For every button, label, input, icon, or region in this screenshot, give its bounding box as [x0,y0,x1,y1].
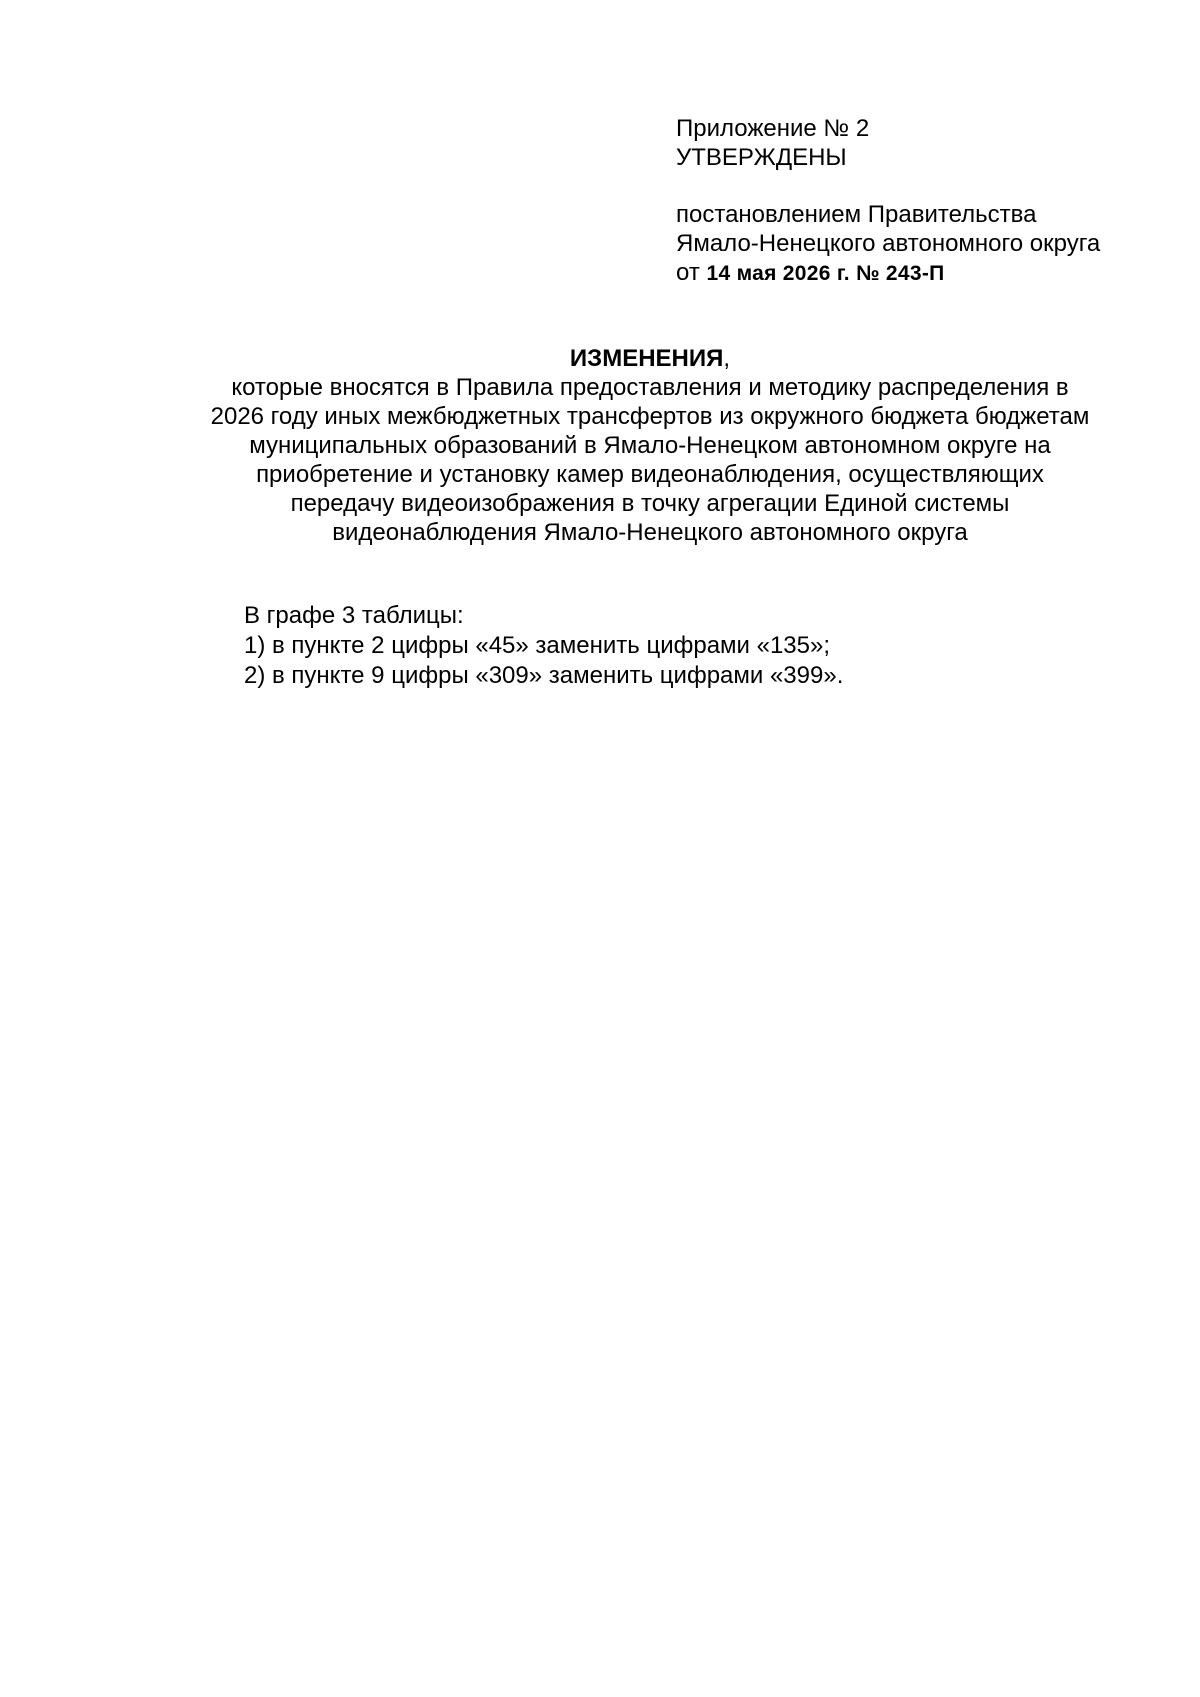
title-line-1: которые вносятся в Правила предоставления и методику распределения в [231,374,1069,401]
title-line-3: муниципальных образований в Ямало-Ненецком автономном округе на [249,432,1051,459]
approval-stamp [676,114,1166,288]
title-line-2: 2026 году иных межбюджетных трансфертов из окружного бюджета бюджетам [210,403,1090,430]
decree-line-2: Ямало-Ненецкого автономного округа [676,230,1101,257]
approved-label: УТВЕРЖДЕНЫ [676,144,847,171]
title-heading-word: ИЗМЕНЕНИЯ [569,345,724,372]
decree-date-prefix: от [676,259,707,286]
appendix-label: Приложение № 2 [676,115,870,142]
decree-date-number: 14 мая 2026 г. № 243-П [706,262,945,285]
body-intro: В графе 3 таблицы: [244,602,464,629]
document-body [244,601,1144,691]
approval-spacer [676,172,1166,200]
decree-line-1: постановлением Правительства [676,201,1037,228]
title-line-4: приобретение и установку камер видеонаблюдения, осуществляющих [256,461,1044,488]
decree-date [676,258,1166,288]
title-heading-comma: , [723,345,731,372]
title-line-6: видеонаблюдения Ямало-Ненецкого автономного округа [332,519,968,546]
body-item-2: 2) в пункте 9 цифры «309» заменить цифрами «399». [244,662,844,689]
title-line-5: передачу видеоизображения в точку агрегации Единой системы [290,490,1010,517]
document-title [150,344,1150,547]
title-heading [150,344,1150,373]
body-item-1: 1) в пункте 2 цифры «45» заменить цифрами «135»; [244,632,831,659]
